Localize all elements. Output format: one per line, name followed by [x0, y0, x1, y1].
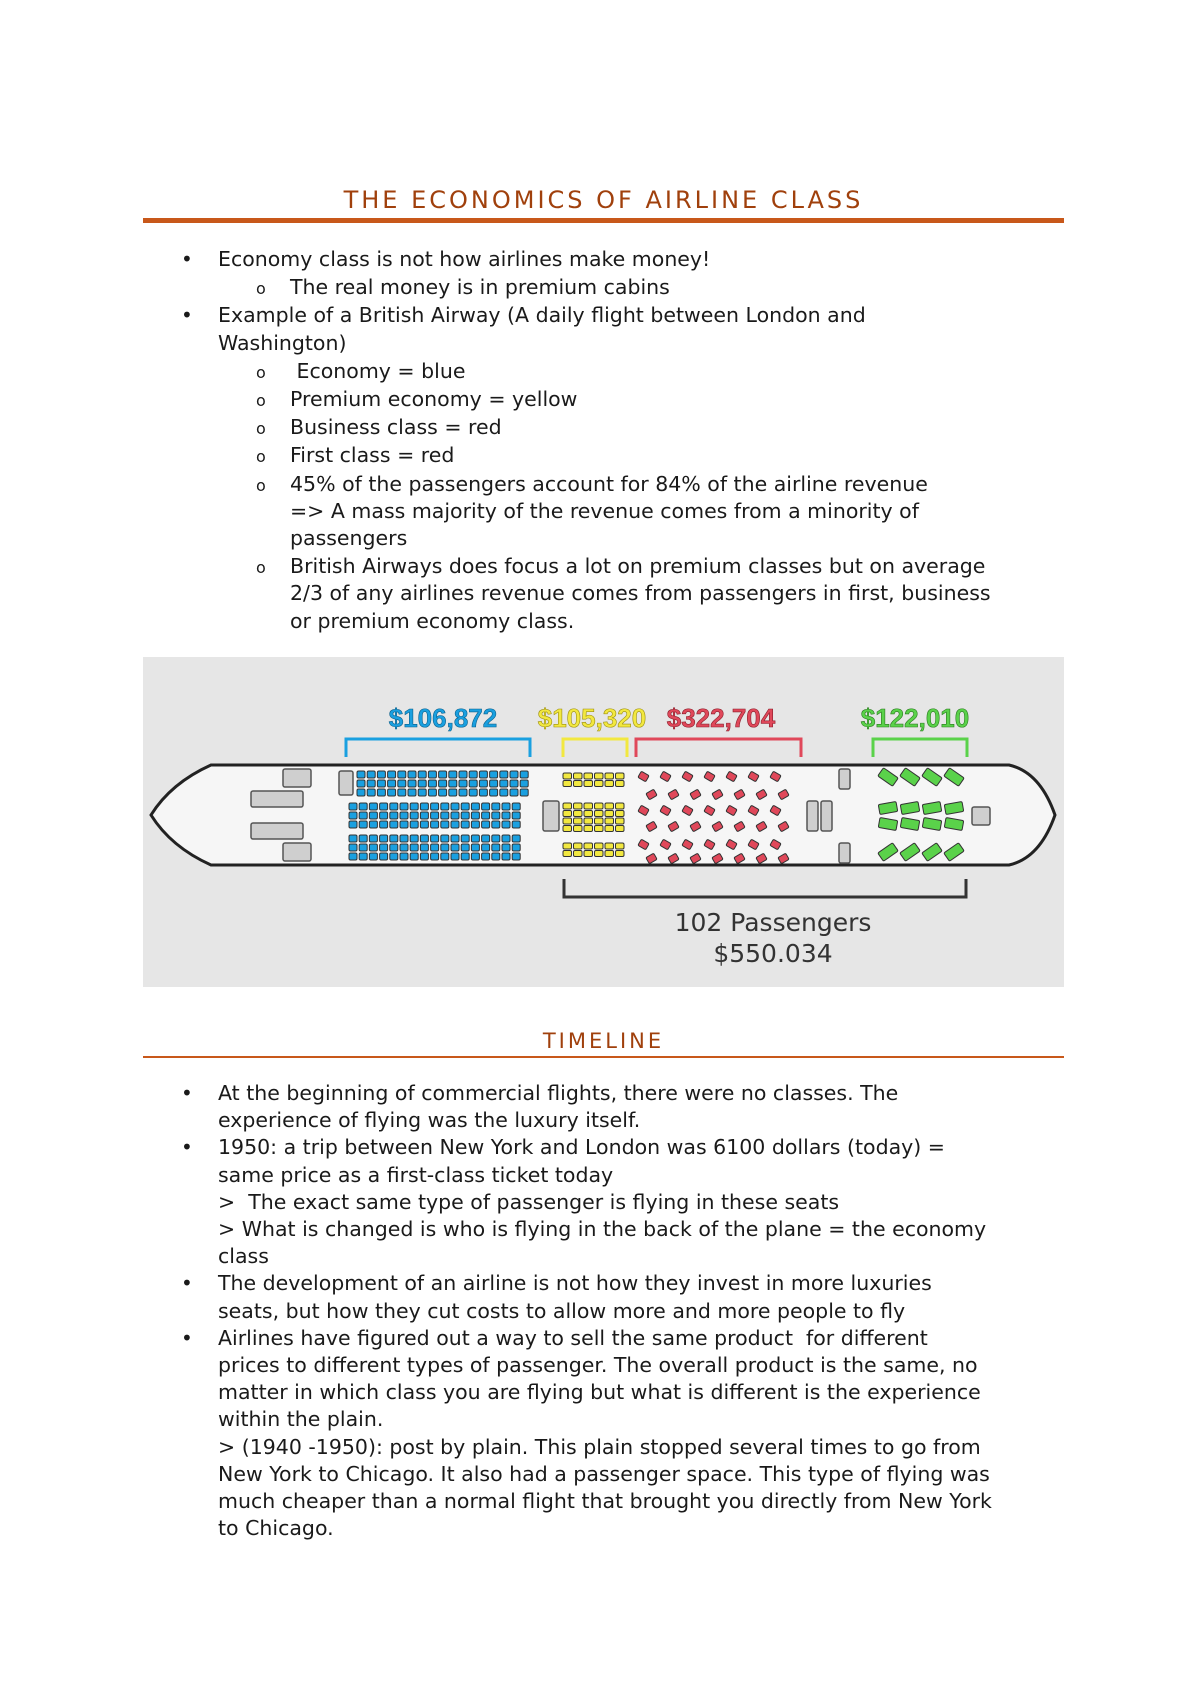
premium-economy-seat — [584, 773, 593, 779]
economy-seat — [357, 780, 365, 787]
premium-economy-seat — [574, 811, 583, 817]
economy-seat — [377, 771, 385, 778]
economy-seat — [359, 821, 367, 828]
premium-economy-seat — [584, 851, 593, 857]
premium-economy-seat — [616, 826, 625, 832]
economy-seat — [410, 821, 418, 828]
economy-seat — [431, 803, 439, 810]
economy-seat — [377, 789, 385, 796]
premium-economy-seat — [584, 803, 593, 809]
economy-seat — [420, 853, 428, 860]
economy-seat — [510, 771, 518, 778]
premium-economy-seat — [605, 773, 614, 779]
economy-seat — [490, 771, 498, 778]
economy-seat — [390, 844, 398, 851]
premium-economy-seat — [584, 811, 593, 817]
bullet-text: Airlines have figured out a way to sell the same product for different — [218, 1325, 928, 1350]
premium-economy-seat — [574, 851, 583, 857]
economy-seat — [441, 803, 449, 810]
economy-seat — [410, 812, 418, 819]
economy-seat — [418, 771, 426, 778]
premium-economy-seat — [563, 811, 572, 817]
economy-seat — [451, 803, 459, 810]
economy-seat — [398, 789, 406, 796]
bullet-text: Example of a British Airway (A daily flight between London and — [218, 303, 866, 328]
economy-seat — [449, 780, 457, 787]
premium-economy-seat — [595, 781, 604, 787]
economy-seat — [357, 789, 365, 796]
timeline-bullet-list — [0, 1080, 1061, 1542]
bullet-text: matter in which class you are flying but what is different is the experience — [218, 1380, 981, 1405]
sub-bullet-text: 45% of the passengers account for 84% of the airline revenue — [290, 471, 928, 496]
premium-economy-seat — [563, 843, 572, 849]
economy-seat — [390, 853, 398, 860]
sub-bullet-item — [0, 471, 1062, 553]
premium-economy-seat — [595, 803, 604, 809]
economy-seat — [410, 803, 418, 810]
premium-economy-seat — [605, 811, 614, 817]
bullet-text: class — [218, 1244, 269, 1269]
economy-seat — [398, 780, 406, 787]
economy-seat — [359, 803, 367, 810]
economy-seat — [400, 835, 408, 842]
economy-seat — [469, 771, 477, 778]
economy-seat — [420, 821, 428, 828]
premium-economy-seat — [563, 781, 572, 787]
economy-seat — [418, 780, 426, 787]
economy-seat — [461, 812, 469, 819]
bullet-text: same price as a first-class ticket today — [218, 1162, 614, 1187]
premium-economy-seat — [574, 818, 583, 824]
bullet-dot: • — [181, 1325, 193, 1350]
bullet-text: The development of an airline is not how they invest in more luxuries — [218, 1271, 932, 1296]
economy-seat — [388, 771, 396, 778]
economy-seat — [369, 835, 377, 842]
economy-seat — [349, 835, 357, 842]
bullet-item — [0, 1325, 1061, 1543]
section-title-timeline: TIMELINE — [542, 1029, 665, 1053]
economy-seat — [469, 780, 477, 787]
bullet-text: > (1940 -1950): post by plain. This plain stopped several times to go from — [218, 1434, 981, 1459]
economy-seat — [380, 812, 388, 819]
sub-bullet-item — [0, 553, 1062, 635]
sub-bullet-text: Premium economy = yellow — [290, 387, 578, 412]
economy-seat — [471, 835, 479, 842]
economy-seat — [492, 853, 500, 860]
bullet-dot: • — [181, 247, 193, 271]
summary-revenue: $550.034 — [713, 939, 833, 968]
economy-seat — [349, 812, 357, 819]
premium-economy-seat — [574, 826, 583, 832]
premium-economy-seat — [595, 851, 604, 857]
premium-summary-bracket — [564, 879, 966, 897]
sub-bullet-text: 2/3 of any airlines revenue comes from passengers in first, business — [290, 581, 991, 606]
section-rule — [143, 218, 1064, 223]
bullet-text: Washington) — [218, 330, 347, 355]
economy-seat — [490, 789, 498, 796]
first-bracket — [873, 739, 967, 757]
premium-economy-seat — [574, 781, 583, 787]
seat-map-svg — [143, 657, 1064, 987]
economy-seat — [369, 812, 377, 819]
premium-economy-seat — [584, 826, 593, 832]
economy-seat — [349, 803, 357, 810]
economy-seat — [369, 821, 377, 828]
economy-seat — [471, 853, 479, 860]
economy-seat — [512, 821, 520, 828]
premium-economy-seat — [605, 803, 614, 809]
economy-seat — [479, 780, 487, 787]
economy-bracket — [346, 739, 530, 757]
sub-bullet-text: Economy = blue — [290, 358, 466, 383]
economy-seat — [441, 835, 449, 842]
bullet-item — [0, 1270, 1061, 1324]
economy-seat — [471, 821, 479, 828]
economy-seat — [420, 835, 428, 842]
economy-seat — [471, 803, 479, 810]
economy-seat — [441, 853, 449, 860]
bullet-dot: • — [181, 1081, 193, 1105]
bullet-item — [0, 1080, 1061, 1134]
sub-bullet-text: The real money is in premium cabins — [290, 275, 670, 300]
economy-seat — [400, 844, 408, 851]
first-price-label: $122,010 — [860, 703, 970, 733]
economy-seat — [492, 812, 500, 819]
economy-seat — [512, 835, 520, 842]
economy-seat — [449, 771, 457, 778]
premium-economy-seat — [574, 803, 583, 809]
sub-bullet-item — [0, 358, 1062, 385]
economy-seat — [461, 844, 469, 851]
premium-economy-seat — [616, 811, 625, 817]
economy-seat — [482, 844, 490, 851]
economy-seat — [367, 771, 375, 778]
economy-seat — [390, 835, 398, 842]
economy-seat — [512, 844, 520, 851]
premium-economy-seat — [605, 843, 614, 849]
economy-seat — [512, 803, 520, 810]
premium-economy-price-label: $105,320 — [537, 703, 647, 733]
economy-price-label: $106,872 — [388, 703, 498, 733]
economy-seat — [510, 789, 518, 796]
economy-seat — [359, 835, 367, 842]
economy-seat — [471, 844, 479, 851]
sub-bullet-item — [0, 386, 1062, 413]
sub-bullet-text: Business class = red — [290, 415, 502, 440]
economy-seat — [420, 812, 428, 819]
economy-seat — [410, 835, 418, 842]
economy-seat — [400, 821, 408, 828]
economy-seat — [441, 821, 449, 828]
economy-seat — [451, 844, 459, 851]
economy-seat — [431, 844, 439, 851]
bullet-dot: • — [181, 1135, 193, 1160]
economy-seat — [420, 803, 428, 810]
economy-seat — [512, 853, 520, 860]
premium-economy-seat — [574, 773, 583, 779]
economy-seat — [512, 812, 520, 819]
premium-economy-seat — [574, 843, 583, 849]
economy-seat — [492, 835, 500, 842]
economy-seat — [502, 812, 510, 819]
economy-seat — [359, 853, 367, 860]
premium-economy-seat — [616, 843, 625, 849]
economy-seat — [461, 835, 469, 842]
economy-seat — [482, 821, 490, 828]
economy-seat — [482, 853, 490, 860]
sub-bullet-marker: o — [256, 391, 266, 411]
premium-economy-seat — [605, 781, 614, 787]
bullet-text: seats, but how they cut costs to allow more and more people to fly — [218, 1298, 906, 1323]
premium-economy-bracket — [563, 739, 627, 757]
sub-bullet-text: or premium economy class. — [290, 608, 575, 633]
premium-economy-seat — [584, 843, 593, 849]
economy-seat — [369, 853, 377, 860]
bullet-item — [0, 246, 1061, 273]
premium-economy-seat — [605, 826, 614, 832]
premium-economy-seat — [605, 851, 614, 857]
economy-seat — [441, 812, 449, 819]
economy-seat — [400, 853, 408, 860]
sub-bullet-text: passengers — [290, 526, 408, 551]
economy-seat — [479, 789, 487, 796]
economy-seat — [428, 771, 436, 778]
sub-bullet-item — [0, 442, 1062, 469]
premium-economy-seat — [595, 826, 604, 832]
economy-seat — [380, 853, 388, 860]
economy-seat — [408, 780, 416, 787]
bullet-item — [0, 302, 1061, 356]
bullet-text: 1950: a trip between New York and London was 6100 dollars (today) = — [218, 1135, 945, 1160]
business-bracket — [636, 739, 801, 757]
economy-seat — [482, 812, 490, 819]
economy-seat — [418, 789, 426, 796]
economy-seat — [449, 789, 457, 796]
bullet-text: prices to different types of passenger. The overall product is the same, no — [218, 1353, 978, 1378]
economy-seat — [380, 835, 388, 842]
economy-seat — [461, 853, 469, 860]
economy-seat — [390, 812, 398, 819]
premium-economy-seat — [563, 818, 572, 824]
premium-economy-seat — [605, 818, 614, 824]
economy-seat — [408, 789, 416, 796]
bullet-text: > What is changed is who is flying in the back of the plane = the economy — [218, 1217, 987, 1242]
economy-seat — [367, 780, 375, 787]
bullet-item — [0, 1134, 1061, 1270]
economy-seat — [431, 835, 439, 842]
economy-seat — [390, 821, 398, 828]
economy-seat — [482, 803, 490, 810]
economics-bullet-list — [0, 246, 1062, 635]
economy-seat — [502, 844, 510, 851]
premium-economy-seat — [595, 843, 604, 849]
economy-seat — [420, 844, 428, 851]
sub-bullet-marker: o — [256, 447, 266, 467]
bullet-text: New York to Chicago. It also had a passenger space. This type of flying was — [218, 1461, 990, 1486]
premium-economy-seat — [616, 818, 625, 824]
premium-economy-seat — [616, 851, 625, 857]
business-price-label: $322,704 — [666, 703, 776, 733]
economy-seat — [408, 771, 416, 778]
economy-seat — [400, 803, 408, 810]
economy-seat — [459, 789, 467, 796]
economy-seat — [451, 853, 459, 860]
economy-seat — [398, 771, 406, 778]
economy-seat — [520, 780, 528, 787]
sub-bullet-item — [0, 414, 1062, 441]
economy-seat — [502, 835, 510, 842]
economy-seat — [492, 803, 500, 810]
bullet-text: Economy class is not how airlines make money! — [218, 247, 711, 271]
section-title-economics: THE ECONOMICS OF AIRLINE CLASS — [343, 186, 864, 214]
bullet-dot: • — [181, 1271, 193, 1296]
bullet-text: much cheaper than a normal flight that brought you directly from New York — [218, 1489, 992, 1514]
bullet-text: experience of flying was the luxury itself. — [218, 1108, 641, 1133]
sub-bullet-marker: o — [256, 475, 266, 495]
economy-seat — [428, 780, 436, 787]
seat-map-figure — [143, 657, 1064, 987]
summary-passengers: 102 Passengers — [674, 908, 872, 937]
sub-bullet-marker: o — [256, 558, 266, 578]
economy-seat — [502, 853, 510, 860]
economy-seat — [500, 789, 508, 796]
economy-seat — [388, 780, 396, 787]
economy-seat — [359, 844, 367, 851]
premium-economy-seat — [595, 818, 604, 824]
bullet-text: within the plain. — [218, 1407, 384, 1432]
economy-seat — [482, 835, 490, 842]
sub-bullet-text: => A mass majority of the revenue comes from a minority of — [290, 498, 919, 523]
economy-seat — [359, 812, 367, 819]
economy-seat — [400, 812, 408, 819]
economy-seat — [377, 780, 385, 787]
economy-seat — [349, 853, 357, 860]
economy-seat — [492, 821, 500, 828]
premium-economy-seat — [584, 818, 593, 824]
economy-seat — [459, 771, 467, 778]
economy-seat — [500, 780, 508, 787]
sub-bullet-text: First class = red — [290, 443, 455, 468]
economy-seat — [471, 812, 479, 819]
economy-seat — [349, 821, 357, 828]
economy-seat — [369, 803, 377, 810]
economy-seat — [520, 789, 528, 796]
economy-seat — [380, 821, 388, 828]
economy-seat — [357, 771, 365, 778]
economy-seat — [479, 771, 487, 778]
economy-seat — [439, 789, 447, 796]
economy-seat — [469, 789, 477, 796]
economy-seat — [502, 803, 510, 810]
economy-seat — [461, 821, 469, 828]
bullet-text: > The exact same type of passenger is flying in these seats — [218, 1189, 840, 1214]
bullet-text: to Chicago. — [218, 1516, 334, 1541]
premium-economy-seat — [563, 826, 572, 832]
sub-bullet-marker: o — [256, 419, 266, 439]
economy-seat — [520, 771, 528, 778]
economy-seat — [439, 780, 447, 787]
economy-seat — [428, 789, 436, 796]
economy-seat — [410, 844, 418, 851]
premium-economy-seat — [616, 781, 625, 787]
economy-seat — [500, 771, 508, 778]
premium-economy-seat — [584, 781, 593, 787]
sub-bullet-text: British Airways does focus a lot on premium classes but on average — [290, 554, 986, 579]
economy-seat — [451, 821, 459, 828]
economy-seat — [490, 780, 498, 787]
economy-seat — [502, 821, 510, 828]
bullet-dot: • — [181, 303, 193, 328]
premium-economy-seat — [595, 773, 604, 779]
premium-economy-seat — [563, 803, 572, 809]
economy-seat — [380, 844, 388, 851]
economy-seat — [349, 844, 357, 851]
sub-bullet-marker: o — [256, 362, 266, 382]
premium-economy-seat — [616, 773, 625, 779]
economy-seat — [369, 844, 377, 851]
economy-seat — [510, 780, 518, 787]
sub-bullet-marker: o — [256, 279, 266, 299]
premium-economy-seat — [616, 803, 625, 809]
economy-seat — [431, 812, 439, 819]
economy-seat — [461, 803, 469, 810]
economy-seat — [431, 853, 439, 860]
economy-seat — [410, 853, 418, 860]
bullet-text: At the beginning of commercial flights, there were no classes. The — [218, 1081, 899, 1105]
premium-economy-seat — [563, 851, 572, 857]
economy-seat — [451, 835, 459, 842]
premium-economy-seat — [563, 773, 572, 779]
sub-bullet-item — [0, 274, 1062, 301]
economy-seat — [459, 780, 467, 787]
economy-seat — [439, 771, 447, 778]
economy-seat — [380, 803, 388, 810]
economy-seat — [492, 844, 500, 851]
economy-seat — [388, 789, 396, 796]
economy-seat — [451, 812, 459, 819]
section-rule — [143, 1056, 1064, 1058]
premium-economy-seat — [595, 811, 604, 817]
economy-seat — [431, 821, 439, 828]
economy-seat — [367, 789, 375, 796]
economy-seat — [441, 844, 449, 851]
economy-seat — [390, 803, 398, 810]
